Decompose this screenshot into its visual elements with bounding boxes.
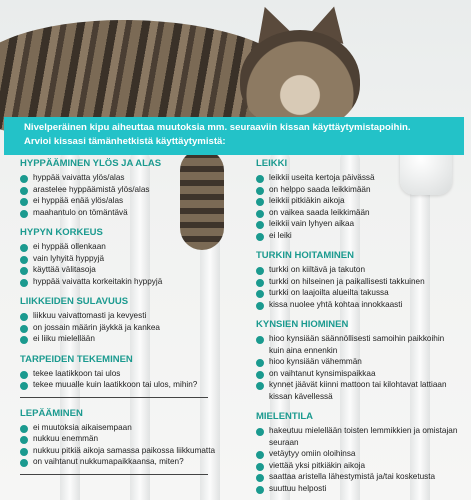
intro-banner — [4, 117, 464, 155]
item-label: kynnet jäävät kiinni mattoon tai kilohtavat lattiaan kissan kävellessä — [269, 380, 447, 401]
bullet-icon — [256, 302, 264, 310]
section-leikki — [256, 158, 461, 241]
item-label: tekee laatikkoon tai ulos — [33, 368, 121, 378]
section-mielentila — [256, 411, 461, 494]
checklist-item[interactable] — [20, 445, 220, 457]
item-label: hioo kynsiään vähemmän — [269, 357, 362, 366]
checklist-item[interactable] — [20, 456, 220, 468]
section-title: TURKIN HOITAMINEN — [256, 250, 354, 261]
section-turkki — [256, 250, 461, 310]
checklist-item[interactable] — [256, 184, 461, 196]
section-title: MIELENTILA — [256, 411, 313, 422]
section-title: HYPYN KORKEUS — [20, 227, 103, 238]
item-label: ei hyppää ollenkaan — [33, 242, 106, 251]
bullet-icon — [20, 325, 28, 333]
bullet-icon — [256, 198, 264, 206]
checklist-item[interactable] — [256, 368, 461, 380]
item-label: vain lyhyitä hyppyjä — [33, 253, 104, 263]
section-title: HYPPÄÄMINEN YLÖS JA ALAS — [20, 158, 162, 169]
item-label: leikkii pitkiäkin aikoja — [269, 196, 345, 205]
bullet-icon — [256, 221, 264, 229]
checklist-item[interactable] — [20, 207, 220, 219]
checklist-item[interactable] — [20, 310, 220, 322]
bullet-icon — [20, 210, 28, 218]
item-label: tekee muualle kuin laatikkoon tai ulos, mihin? — [33, 380, 198, 389]
bullet-icon — [20, 198, 28, 206]
bullet-icon — [20, 279, 28, 287]
bullet-icon — [20, 371, 28, 379]
checklist-item[interactable] — [256, 471, 461, 483]
bullet-icon — [256, 233, 264, 241]
checklist-item[interactable] — [256, 379, 461, 402]
bullet-icon — [256, 267, 264, 275]
checklist-item[interactable] — [256, 425, 461, 448]
item-label: hakeutuu mielellään toisten lemmikkien ja omistajan seuraan — [269, 426, 458, 447]
checklist-item[interactable] — [20, 253, 220, 265]
bullet-icon — [256, 382, 264, 390]
section-hyppaaminen — [20, 158, 220, 218]
item-label: ei hyppää enää ylös/alas — [33, 196, 124, 205]
bullet-icon — [20, 436, 28, 444]
bullet-icon — [256, 463, 264, 471]
bullet-icon — [256, 474, 264, 482]
section-sulavuus — [20, 296, 220, 345]
checklist-item[interactable] — [256, 299, 461, 311]
item-label: liikkuu vaivattomasti ja kevyesti — [33, 311, 147, 320]
item-label: on vaikea saada leikkimään — [269, 207, 370, 217]
item-label: leikkii useita kertoja päivässä — [269, 173, 375, 182]
left-column — [20, 158, 220, 479]
bullet-icon — [20, 175, 28, 183]
bullet-icon — [256, 210, 264, 218]
bullet-icon — [20, 425, 28, 433]
checklist-item[interactable] — [20, 368, 220, 380]
bullet-icon — [256, 359, 264, 367]
bullet-icon — [256, 187, 264, 195]
section-title: LEPÄÄMINEN — [20, 407, 83, 419]
bullet-icon — [256, 371, 264, 379]
item-label: nukkuu pitkiä aikoja samassa paikossa liikkumatta — [33, 445, 216, 455]
section-korkeus — [20, 227, 220, 287]
section-title: KYNSIEN HIOMINEN — [256, 319, 349, 330]
bullet-icon — [256, 290, 264, 298]
checklist-item[interactable] — [20, 172, 220, 184]
checklist-item[interactable] — [20, 276, 220, 288]
checklist-item[interactable] — [20, 333, 220, 345]
checklist-item[interactable] — [256, 264, 461, 276]
bullet-icon — [20, 267, 28, 275]
checklist-item[interactable] — [256, 230, 461, 242]
checklist-item[interactable] — [256, 195, 461, 207]
item-label: on jossain määrin jäykkä ja kankea — [33, 322, 160, 332]
item-label: turkki on hilseinen ja paikallisesti takkuinen — [269, 276, 425, 286]
checklist-item[interactable] — [256, 448, 461, 460]
item-label: kissa nuolee yhtä kohtaa innokkaasti — [269, 299, 403, 309]
intro-line-1: Nivelperäinen kipu aiheuttaa muutoksia mm. seuraaviin kissan käyttäytymistapoihin. — [24, 122, 411, 133]
bullet-icon — [256, 486, 264, 494]
bullet-icon — [256, 451, 264, 459]
checklist-item[interactable] — [256, 218, 461, 230]
section-tekeminen — [20, 354, 220, 398]
section-lepaaminen — [20, 408, 220, 475]
checklist-item[interactable] — [20, 322, 220, 334]
checklist-item[interactable] — [20, 422, 220, 434]
item-label: vetäytyy omiin oloihinsa — [269, 449, 356, 458]
checklist-item[interactable] — [256, 172, 461, 184]
checklist-item[interactable] — [20, 379, 220, 391]
item-label: leikkii vain lyhyen aikaa — [269, 219, 355, 228]
item-label: turkki on kiiltävä ja takuton — [269, 265, 366, 274]
checklist-item[interactable] — [256, 207, 461, 219]
item-label: on vaihtanut kynsimispaikkaa — [269, 368, 376, 378]
bullet-icon — [20, 256, 28, 264]
item-label: ei muutoksia aikaisempaan — [33, 422, 132, 432]
section-title: LEIKKI — [256, 158, 288, 169]
section-title: LIIKKEIDEN SULAVUUS — [20, 296, 129, 307]
checklist-item[interactable] — [20, 433, 220, 445]
checklist-item[interactable] — [256, 287, 461, 299]
item-label: suuttuu helposti — [269, 483, 327, 493]
item-label: arastelee hyppäämistä ylös/alas — [33, 184, 150, 194]
item-label: ei leiki — [269, 230, 292, 240]
bullet-icon — [256, 279, 264, 287]
item-label: hyppää vaivatta korkeitakin hyppyjä — [33, 276, 163, 286]
item-label: turkki on laajoilta alueilta takussa — [269, 288, 389, 297]
section-kynsien — [256, 319, 461, 402]
bullet-icon — [20, 459, 28, 467]
checklist-item[interactable] — [256, 333, 461, 356]
cat-head — [240, 30, 360, 130]
checklist-item[interactable] — [20, 184, 220, 196]
intro-line-2: Arvioi kissasi tämänhetkistä käyttäytymistä: — [24, 136, 226, 147]
item-label: hioo kynsiään säännöllisesti samoihin paikkoihin kuin aina ennenkin — [269, 334, 445, 355]
bullet-icon — [20, 382, 28, 390]
checklist-item[interactable] — [20, 264, 220, 276]
checklist-item[interactable] — [256, 460, 461, 472]
item-label: on vaihtanut nukkumapaikkaansa, miten? — [33, 457, 184, 466]
item-label: ei liiku mielellään — [33, 334, 95, 343]
write-in-line[interactable] — [20, 474, 208, 475]
item-label: saattaa aristella lähestymistä ja/tai kosketusta — [269, 472, 436, 481]
bullet-icon — [256, 175, 264, 183]
checklist-item[interactable] — [256, 276, 461, 288]
checklist-item[interactable] — [256, 356, 461, 368]
section-title: TARPEIDEN TEKEMINEN — [20, 353, 133, 365]
bullet-icon — [256, 336, 264, 344]
write-in-line[interactable] — [20, 397, 208, 398]
checklist-item[interactable] — [20, 241, 220, 253]
item-label: maahantulo on tömäntävä — [33, 207, 128, 217]
bullet-icon — [20, 244, 28, 252]
bullet-icon — [256, 428, 264, 436]
item-label: on helppo saada leikkimään — [269, 184, 371, 194]
item-label: nukkuu enemmän — [33, 434, 99, 443]
bullet-icon — [20, 187, 28, 195]
bullet-icon — [20, 336, 28, 344]
checklist-item[interactable] — [256, 483, 461, 495]
bullet-icon — [20, 448, 28, 456]
item-label: viettää yksi pitkiäkin aikoja — [269, 460, 366, 470]
bullet-icon — [20, 313, 28, 321]
checklist-item[interactable] — [20, 195, 220, 207]
item-label: hyppää vaivatta ylös/alas — [33, 173, 125, 182]
right-column — [256, 158, 461, 494]
item-label: käyttää välitasoja — [33, 265, 96, 274]
